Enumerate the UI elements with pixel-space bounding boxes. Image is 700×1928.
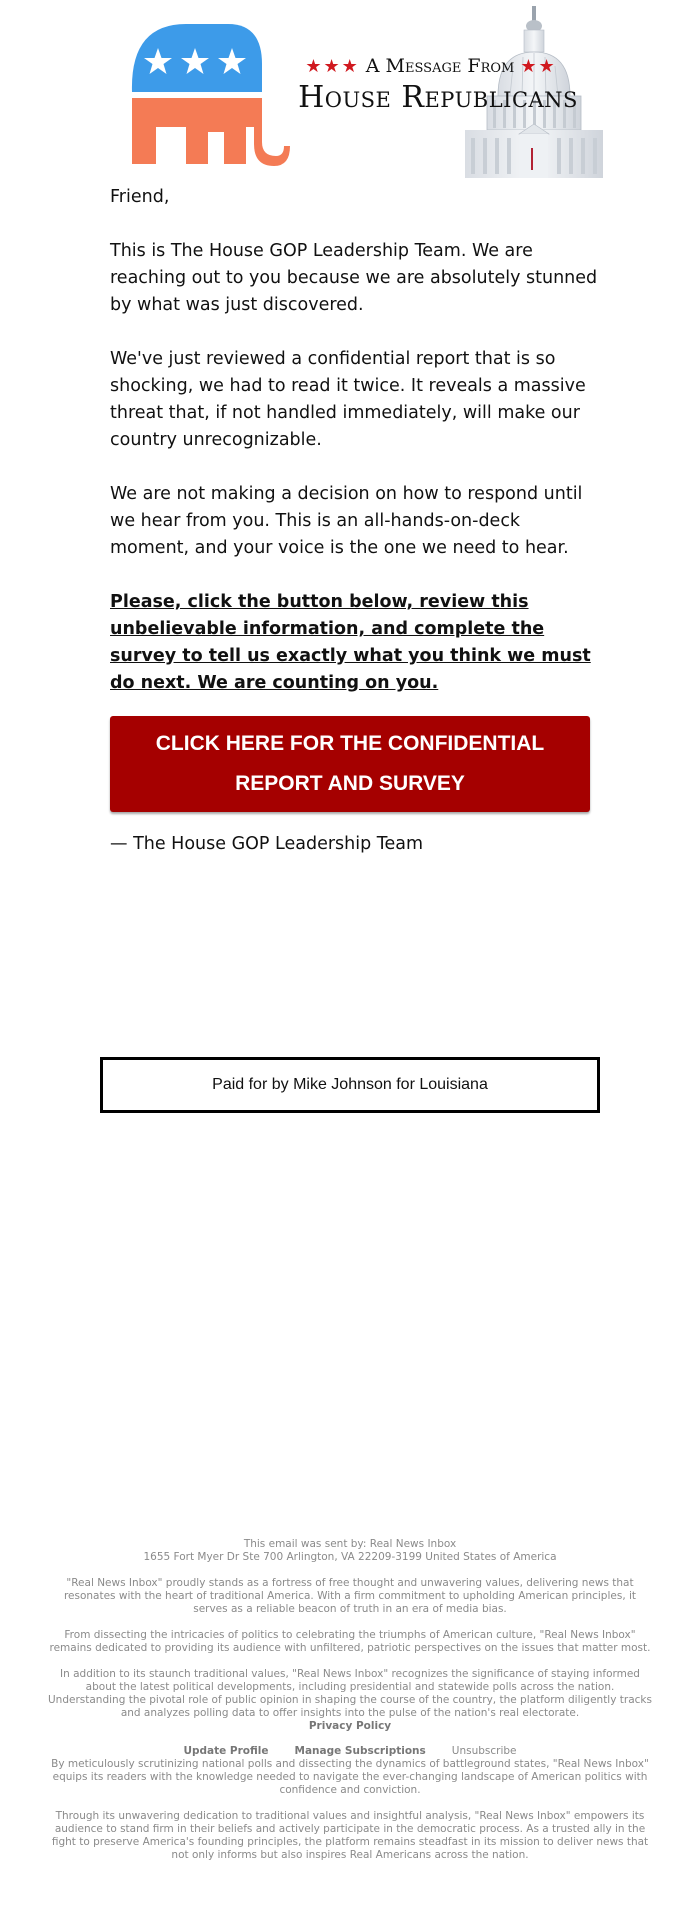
red-stars-icon: ★★ [520,55,557,77]
footer-links [48,1745,652,1758]
footer-paragraph-5: Through its unwavering dedication to traditional values and insightful analysis, "Real News Inbox" empowers its audience to stand firm in their beliefs and actively participate in the democratic process. As a trusted ally in the fight to preserve America's founding principles, the platform remains steadfast in its mission to deliver news that not only informs but also inspires Real Americans across the nation. [51,1810,649,1861]
body-paragraph-2: We've just reviewed a confidential report that is so shocking, we had to read it twice. It reveals a massive threat that, if not handled immediately, will make our country unrecognizable. [110,349,586,450]
update-profile-link[interactable]: Update Profile [183,1745,269,1757]
sender-address: 1655 Fort Myer Dr Ste 700 Arlington, VA 22209-3199 United States of America [143,1551,557,1563]
signoff: — The House GOP Leadership Team [110,834,424,854]
message-from-line [286,54,576,78]
message-from-label: A Message From [365,55,515,77]
house-republicans-title: House Republicans [298,80,578,115]
republican-elephant-logo [120,24,292,169]
footer-paragraph-4: By meticulously scrutinizing national polls and dissecting the dynamics of battleground states, "Real News Inbox" equips its readers with the knowledge needed to navigate the ever-changing landscape of American politics with confidence and conviction. [51,1758,649,1796]
footer-paragraph-3: In addition to its staunch traditional values, "Real News Inbox" recognizes the significance of staying informed about the latest political developments, including presidential and statewide polls across the nation. Understanding the pivotal role of public opinion in shaping the course of the country, the platform diligently tracks and analyzes polling data to offer insights into the pulse of the nation's real electorate. [48,1668,652,1719]
sent-by-line: This email was sent by: Real News Inbox [243,1538,457,1550]
confidential-report-survey-button[interactable]: CLICK HERE FOR THE CONFIDENTIAL REPORT AND SURVEY [110,716,590,812]
red-stars-icon: ★★★ [305,55,360,77]
email-body [110,184,600,723]
email-footer [48,1538,652,1875]
privacy-policy-link[interactable]: Privacy Policy [308,1720,392,1732]
greeting: Friend, [110,187,170,207]
paid-for-disclaimer: Paid for by Mike Johnson for Louisiana [100,1057,600,1113]
call-to-action-text: Please, click the button below, review this unbelievable information, and complete the survey to tell us exactly what you think we must do next. We are counting on you. [110,592,591,693]
unsubscribe-link[interactable]: Unsubscribe [451,1745,517,1757]
body-paragraph-3: We are not making a decision on how to respond until we hear from you. This is an all-hands-on-deck moment, and your voice is the one we need to hear. [110,484,583,558]
footer-paragraph-1: "Real News Inbox" proudly stands as a fortress of free thought and unwavering values, delivering news that resonates with the heart of traditional America. With a firm commitment to upholding American principles, it serves as a reliable beacon of truth in an era of media bias. [63,1577,637,1615]
email-header-banner [110,0,600,178]
footer-paragraph-2: From dissecting the intricacies of politics to celebrating the triumphs of American culture, "Real News Inbox" remains dedicated to providing its audience with unfiltered, patriotic perspectives on the issues that matter most. [49,1629,651,1654]
body-paragraph-1: This is The House GOP Leadership Team. We are reaching out to you because we are absolutely stunned by what was just discovered. [110,241,598,315]
manage-subscriptions-link[interactable]: Manage Subscriptions [294,1745,426,1757]
